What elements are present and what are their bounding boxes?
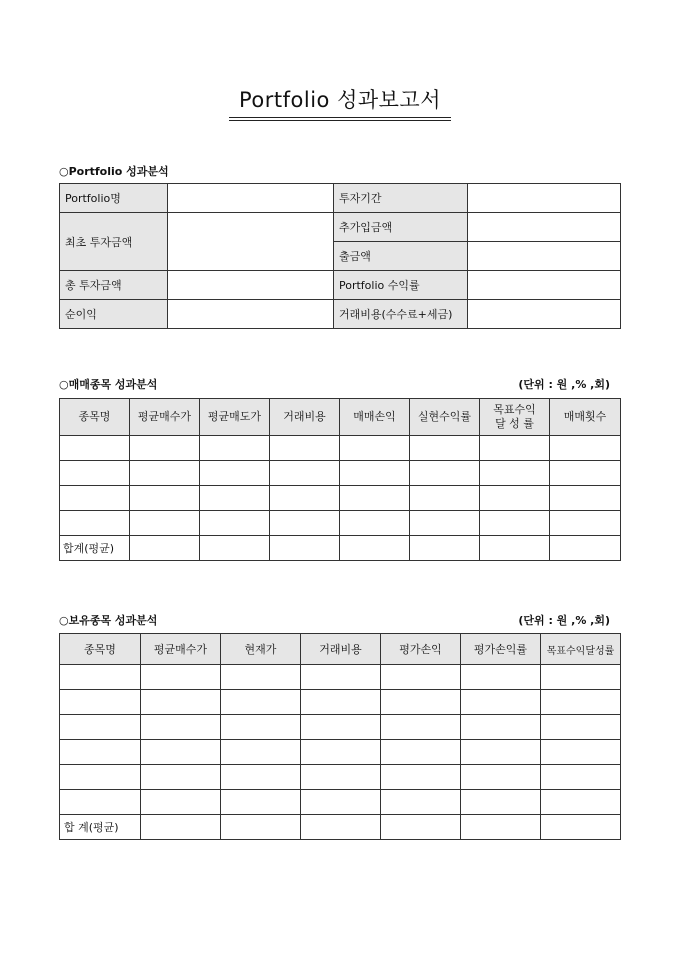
cell[interactable] (541, 740, 621, 765)
table-row (60, 436, 621, 461)
cell[interactable] (221, 715, 301, 740)
cell[interactable] (480, 536, 550, 561)
cell[interactable] (221, 765, 301, 790)
cell[interactable] (60, 690, 141, 715)
cell[interactable] (410, 461, 480, 486)
cell[interactable] (301, 765, 381, 790)
cell[interactable] (480, 436, 550, 461)
cell[interactable] (301, 815, 381, 840)
cell[interactable] (141, 715, 221, 740)
cell[interactable] (381, 665, 461, 690)
cell[interactable] (461, 765, 541, 790)
table-row (60, 715, 621, 740)
cell[interactable] (480, 461, 550, 486)
cell[interactable] (340, 536, 410, 561)
total-label: 합 계(평균) (60, 815, 141, 840)
table-row (60, 486, 621, 511)
cell[interactable] (410, 486, 480, 511)
cell[interactable] (141, 690, 221, 715)
col-target-line1: 목표수익 (493, 402, 536, 416)
table-total-row (60, 536, 621, 561)
table-row (60, 300, 621, 329)
col-stock-name: 종목명 (60, 399, 130, 436)
cell[interactable] (200, 511, 270, 536)
cell[interactable] (301, 790, 381, 815)
cell[interactable] (461, 715, 541, 740)
cell[interactable] (141, 765, 221, 790)
cell[interactable] (130, 536, 200, 561)
cell[interactable] (301, 740, 381, 765)
cell[interactable] (60, 740, 141, 765)
col-realized-return: 실현수익률 (410, 399, 480, 436)
period-label: 투자기간 (334, 184, 468, 213)
table-row (60, 271, 621, 300)
title-container (0, 84, 680, 118)
cell[interactable] (200, 436, 270, 461)
cell[interactable] (461, 665, 541, 690)
cell[interactable] (340, 461, 410, 486)
cell[interactable] (141, 815, 221, 840)
cell[interactable] (550, 436, 621, 461)
cell[interactable] (461, 690, 541, 715)
initial-amount-value[interactable] (168, 213, 334, 271)
table-header-row (60, 399, 621, 436)
cell[interactable] (381, 815, 461, 840)
cell[interactable] (410, 436, 480, 461)
col-target-achievement (480, 399, 550, 436)
col-avg-buy-price: 평균매수가 (130, 399, 200, 436)
cell[interactable] (60, 665, 141, 690)
net-profit-label: 순이익 (60, 300, 168, 329)
table-header-row (60, 634, 621, 665)
cell[interactable] (301, 690, 381, 715)
cell[interactable] (461, 815, 541, 840)
col-trade-cost: 거래비용 (270, 399, 340, 436)
table-row (60, 690, 621, 715)
traded-stocks-table (59, 398, 621, 561)
cell[interactable] (221, 740, 301, 765)
cell[interactable] (221, 815, 301, 840)
cell[interactable] (221, 690, 301, 715)
cell[interactable] (480, 486, 550, 511)
cell[interactable] (60, 790, 141, 815)
cell[interactable] (270, 436, 340, 461)
cell[interactable] (550, 536, 621, 561)
initial-amount-label: 최초 투자금액 (60, 213, 168, 271)
cell[interactable] (381, 790, 461, 815)
cell[interactable] (381, 765, 461, 790)
table-row (60, 184, 621, 213)
cell[interactable] (141, 665, 221, 690)
cell[interactable] (480, 511, 550, 536)
period-value[interactable] (468, 184, 621, 213)
page-title: Portfolio 성과보고서 (229, 84, 451, 118)
cell[interactable] (461, 790, 541, 815)
withdrawal-value[interactable] (468, 242, 621, 271)
trade-cost-label: 거래비용(수수료+세금) (334, 300, 468, 329)
total-label: 합계(평균) (60, 536, 130, 561)
table-row (60, 511, 621, 536)
table-total-row (60, 815, 621, 840)
section2-unit: (단위 : 원 ,% ,회) (518, 378, 610, 391)
col-trade-cost: 거래비용 (301, 634, 381, 665)
col-stock-name: 종목명 (60, 634, 141, 665)
col-valuation-return: 평가손익률 (461, 634, 541, 665)
return-rate-value[interactable] (468, 271, 621, 300)
portfolio-name-label: Portfolio명 (60, 184, 168, 213)
cell[interactable] (461, 740, 541, 765)
cell[interactable] (130, 436, 200, 461)
cell[interactable] (550, 486, 621, 511)
table-row (60, 665, 621, 690)
col-avg-sell-price: 평균매도가 (200, 399, 270, 436)
held-stocks-table (59, 633, 621, 840)
net-profit-value[interactable] (168, 300, 334, 329)
cell[interactable] (221, 790, 301, 815)
cell[interactable] (130, 461, 200, 486)
cell[interactable] (541, 815, 621, 840)
col-valuation-pnl: 평가손익 (381, 634, 461, 665)
col-target-achievement: 목표수익달성률 (541, 634, 621, 665)
cell[interactable] (301, 715, 381, 740)
cell[interactable] (541, 790, 621, 815)
cell[interactable] (270, 461, 340, 486)
cell[interactable] (550, 461, 621, 486)
cell[interactable] (410, 536, 480, 561)
table-row (60, 213, 621, 242)
trade-cost-value[interactable] (468, 300, 621, 329)
section2-heading: ○매매종목 성과분석 (59, 378, 158, 391)
cell[interactable] (60, 511, 130, 536)
cell[interactable] (221, 665, 301, 690)
additional-deposit-label: 추가입금액 (334, 213, 468, 242)
cell[interactable] (60, 715, 141, 740)
section1-heading: ○Portfolio 성과분석 (59, 165, 169, 178)
cell[interactable] (60, 436, 130, 461)
cell[interactable] (270, 511, 340, 536)
cell[interactable] (301, 665, 381, 690)
total-investment-label: 총 투자금액 (60, 271, 168, 300)
cell[interactable] (381, 690, 461, 715)
cell[interactable] (130, 511, 200, 536)
cell[interactable] (541, 715, 621, 740)
cell[interactable] (130, 486, 200, 511)
cell[interactable] (270, 486, 340, 511)
cell[interactable] (340, 436, 410, 461)
cell[interactable] (410, 511, 480, 536)
additional-deposit-value[interactable] (468, 213, 621, 242)
table-row (60, 461, 621, 486)
section3-unit: (단위 : 원 ,% ,회) (518, 614, 610, 627)
cell[interactable] (270, 536, 340, 561)
cell[interactable] (60, 486, 130, 511)
cell[interactable] (200, 486, 270, 511)
portfolio-name-value[interactable] (168, 184, 334, 213)
total-investment-value[interactable] (168, 271, 334, 300)
cell[interactable] (541, 665, 621, 690)
table-row (60, 790, 621, 815)
table-row (60, 765, 621, 790)
col-trade-pnl: 매매손익 (340, 399, 410, 436)
cell[interactable] (381, 740, 461, 765)
cell[interactable] (340, 511, 410, 536)
cell[interactable] (541, 765, 621, 790)
cell[interactable] (141, 740, 221, 765)
cell[interactable] (340, 486, 410, 511)
cell[interactable] (60, 765, 141, 790)
cell[interactable] (200, 536, 270, 561)
cell[interactable] (381, 715, 461, 740)
cell[interactable] (200, 461, 270, 486)
return-rate-label: Portfolio 수익률 (334, 271, 468, 300)
cell[interactable] (141, 790, 221, 815)
cell[interactable] (541, 690, 621, 715)
col-avg-buy-price: 평균매수가 (141, 634, 221, 665)
col-trade-count: 매매횟수 (550, 399, 621, 436)
col-target-line2: 달 성 률 (495, 417, 534, 430)
col-current-price: 현재가 (221, 634, 301, 665)
portfolio-summary-table (59, 183, 621, 329)
cell[interactable] (550, 511, 621, 536)
withdrawal-label: 출금액 (334, 242, 468, 271)
table-row (60, 740, 621, 765)
cell[interactable] (60, 461, 130, 486)
section3-heading: ○보유종목 성과분석 (59, 614, 158, 627)
